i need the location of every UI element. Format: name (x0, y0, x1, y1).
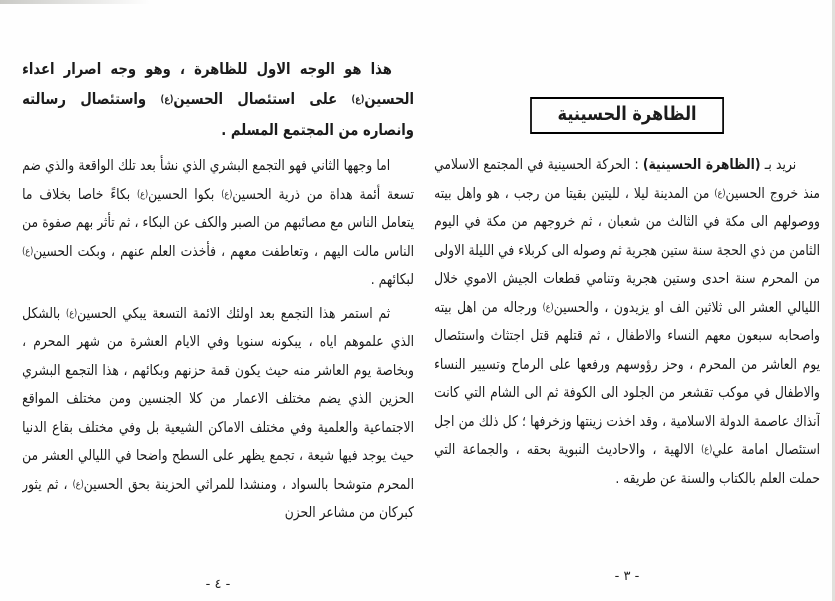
text-segment: ورجاله من اهل بيته واصحابه سبعون معهم النساء والاطفال ، ثم قتلهم قتل اجتثاث واستئصال يوم العاشر من المحرم ، وحز رؤوسهم ورفعها على الرماح وتسيير النساء والاطفال في موكب تقشعر من الجلود الى الكوفة ثم الى الشام التي كانت آنذاك عاصمة الدولة الاسلامية ، وقد اخذت زينتها وزخرفها ؛ كل ذلك من اجل استئصال امامة علي (434, 299, 820, 458)
honorific-mark: (ع) (714, 187, 726, 199)
honorific-mark: (ع) (542, 301, 554, 313)
right-page-paragraph (434, 151, 820, 493)
text-segment: واستئصال رسالته وانصاره من المجتمع المسلم . (22, 90, 414, 139)
text-segment: هذا هو الوجه الاول للظاهرة ، وهو وجه اصرار اعداء الحسين (22, 60, 414, 108)
honorific-mark: (ع) (701, 444, 713, 455)
honorific-mark: (ع) (160, 94, 174, 105)
page-number-right: - ٣ - (614, 569, 640, 584)
text-segment: ، ثم يثور كبركان من مشاعر الحزن (22, 476, 414, 521)
bold-term: (الظاهرة الحسينية) (642, 157, 761, 173)
honorific-mark: (ع) (137, 188, 149, 200)
right-page (434, 97, 820, 569)
page-number-left: - ٤ - (205, 577, 231, 592)
text-segment: : الحركة الحسينية في المجتمع الاسلامي منذ خروج الحسين (434, 157, 820, 202)
honorific-mark: (ع) (351, 94, 365, 105)
text-segment: لبكائهم . (370, 272, 414, 288)
honorific-mark: (ع) (72, 478, 84, 490)
text-segment: على استئصال الحسين (173, 90, 352, 108)
chapter-title: الظاهرة الحسينية (530, 97, 723, 134)
left-page-bold-header (22, 54, 414, 145)
honorific-mark: (ع) (22, 245, 34, 257)
text-segment: بكوا الحسين (148, 186, 222, 203)
text-segment: بكاءً خاصا بخلاف ما يتعامل الناس مع مصائبهم من الصبر والكف عن البكاء ، ثم تأثر بهم صفوة من الناس مالت اليهم ، وتعاطفت معهم ، فأخذت العلم عنهم ، وبكت الحسين (22, 186, 414, 260)
text-segment: اما وجهها الثاني فهو التجمع البشري الذي نشأ بعد تلك الواقعة والذي ضم تسعة أئمة هداة من ذرية الحسين (22, 158, 414, 203)
honorific-mark: (ع) (66, 307, 78, 319)
scan-artifact-top (0, 0, 150, 4)
text-segment: ثم استمر هذا التجمع بعد اولئك الائمة التسعة يبكي الحسين (77, 305, 391, 322)
text-segment: بالشكل الذي علموهم اياه ، يبكونه سنويا وفي الايام العشرة من شهر المحرم ، وبخاصة يوم العاشر منه حيث يكون قمة حزنهم وبكائهم ، هذا التجمع البشري الحزين الذي يضم مختلف الاعمار من كلا الجنسين ومن مختلف المواقع الاجتماعية والعلمية وفي مختلف الاماكن الشيعية بل وفي مختلف بقاع الدنيا حيث يوجد فيها شيعة ، تجمع يظهر على السطح واضحا في الليالي العشر من المحرم متوشحا بالسواد ، ومنشدا للمراثي الحزينة بحق الحسين (22, 305, 414, 493)
text-segment: من المدينة ليلا ، لليتين بقيتا من رجب ، هو واهل بيته ووصولهم الى مكة في الثالث من شعبان ، ثم خروجهم من مكة في اليوم الثامن من ذي الحجة سنة ستين هجرية ثم وصوله الى كربلاء في الليلة الاولى من المحرم سنة احدى وستين هجرية وتنامي قطعات الجيش الاموي خلال الليالي العشر الى ثلاثين الف او يزيدون ، والحسين (434, 185, 820, 316)
text-segment: الالهية ، والاحاديث النبوية بحقه ، والجماعة التي حملت العلم بالكتاب والسنة عن طريقه . (434, 442, 820, 487)
honorific-mark: (ع) (221, 188, 233, 200)
left-page (22, 54, 414, 570)
left-page-paragraph-1 (22, 152, 414, 295)
left-page-paragraph-2 (22, 300, 414, 528)
text-segment: نريد بـ (760, 157, 797, 173)
chapter-title-container (434, 97, 820, 134)
